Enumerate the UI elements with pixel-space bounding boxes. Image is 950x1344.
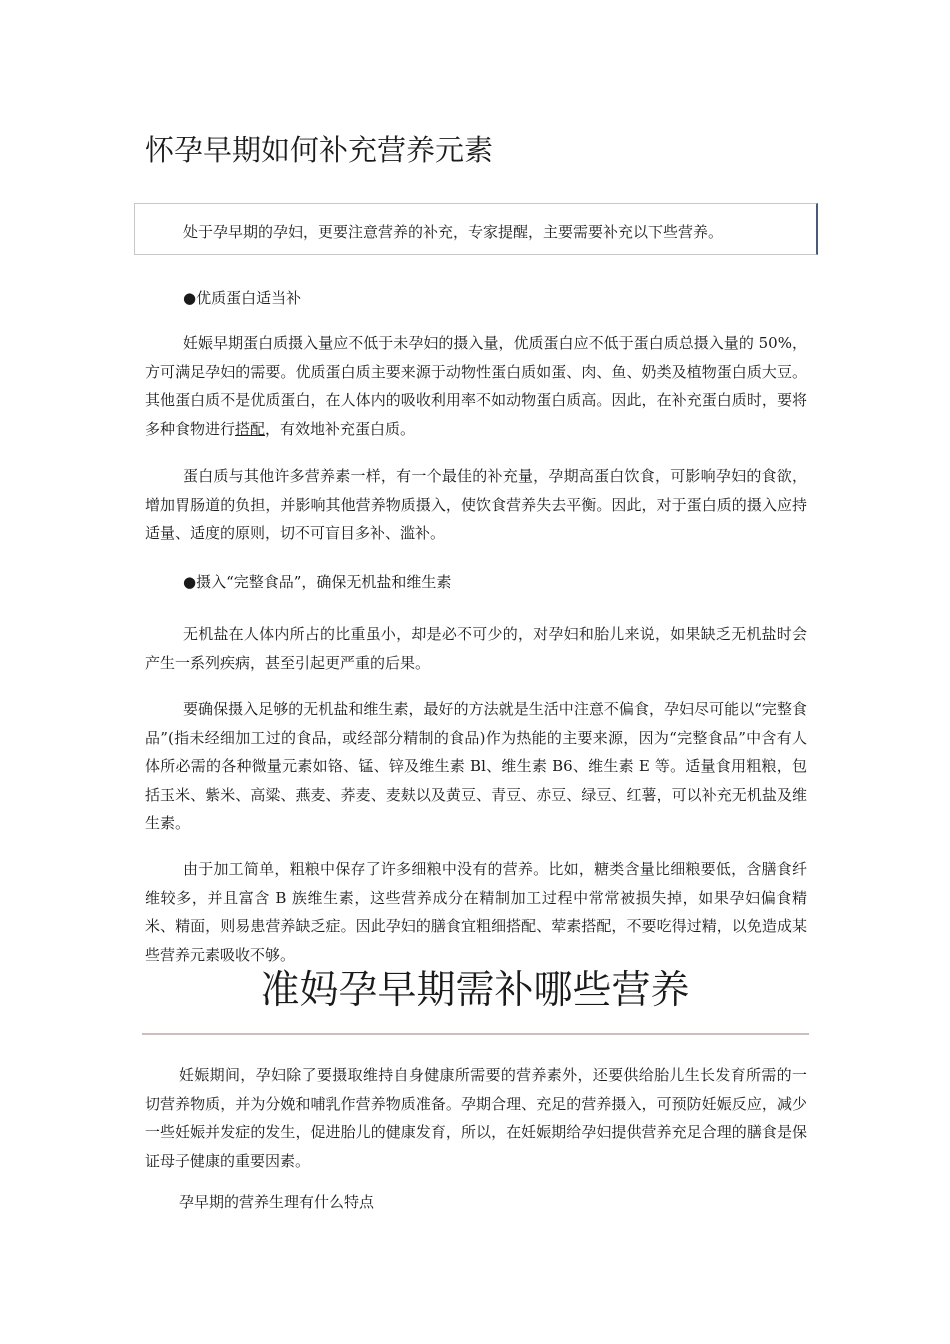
paragraph-text: ，有效地补充蛋白质。: [265, 419, 416, 438]
paragraph-minerals-1: 无机盐在人体内所占的比重虽小，却是必不可少的，对孕妇和胎儿来说，如果缺乏无机盐时会产生一系列疾病，甚至引起更严重的后果。: [145, 625, 807, 672]
article-title: 怀孕早期如何补充营养元素: [145, 133, 494, 167]
intro-box: [134, 203, 818, 255]
intro-text: 处于孕早期的孕妇，更要注意营养的补充，专家提醒，主要需要补充以下些营养。: [183, 223, 724, 241]
section-title: 准妈孕早期需补哪些营养: [260, 968, 690, 1013]
paragraph-text: 妊娠早期蛋白质摄入量应不低于未孕妇的摄入量，优质蛋白应不低于蛋白质总摄入量的 50%，方可满足孕妇的需要。优质蛋白质主要来源于动物性蛋白质如蛋、肉、鱼、奶类及植物蛋白质大豆。其他蛋白质不是优质蛋白，在人体内的吸收利用率不如动物蛋白质高。因此，在补充蛋白质时，要将多种食物进行: [145, 334, 807, 438]
link-dapei[interactable]: 搭配: [235, 419, 266, 438]
paragraph-minerals-2: 要确保摄入足够的无机盐和维生素，最好的方法就是生活中注意不偏食，孕妇尽可能以“完整食品”(指未经细加工过的食品，或经部分精制的食品)作为热能的主要来源，因为“完整食品”中含有人体所必需的各种微量元素如铬、锰、锌及维生素 Bl、维生素 B6、维生素 E 等。适量食用粗粮，包括玉米、紫米、高粱、燕麦、荞麦、麦麸以及黄豆、青豆、赤豆、绿豆、红薯，可以补充无机盐及维生素。: [145, 700, 807, 832]
title-divider: [142, 1033, 809, 1035]
bullet-heading-whole-food: ●摄入“完整食品”，确保无机盐和维生素: [183, 573, 452, 591]
paragraph-protein-1: [145, 329, 807, 443]
paragraph-protein-2: 蛋白质与其他许多营养素一样，有一个最佳的补充量，孕期高蛋白饮食，可影响孕妇的食欲，增加胃肠道的负担，并影响其他营养物质摄入，使饮食营养失去平衡。因此，对于蛋白质的摄入应持适量、适度的原则，切不可盲目多补、滥补。: [145, 467, 807, 542]
subheading: 孕早期的营养生理有什么特点: [179, 1193, 375, 1211]
paragraph-pregnancy-nutrition: 妊娠期间，孕妇除了要摄取维持自身健康所需要的营养素外，还要供给胎儿生长发育所需的一切营养物质，并为分娩和哺乳作营养物质准备。孕期合理、充足的营养摄入，可预防妊娠反应，减少一些妊娠并发症的发生，促进胎儿的健康发育，所以，在妊娠期给孕妇提供营养充足合理的膳食是保证母子健康的重要因素。: [145, 1066, 807, 1170]
bullet-heading-protein: ●优质蛋白适当补: [183, 289, 302, 307]
paragraph-coarse-grain: 由于加工简单，粗粮中保存了许多细粮中没有的营养。比如，糖类含量比细粮要低，含膳食纤维较多，并且富含 B 族维生素，这些营养成分在精制加工过程中常常被损失掉，如果孕妇偏食精米、精面，则易患营养缺乏症。因此孕妇的膳食宜粗细搭配、荤素搭配，不要吃得过精，以免造成某些营养元素吸收不够。: [145, 860, 807, 964]
